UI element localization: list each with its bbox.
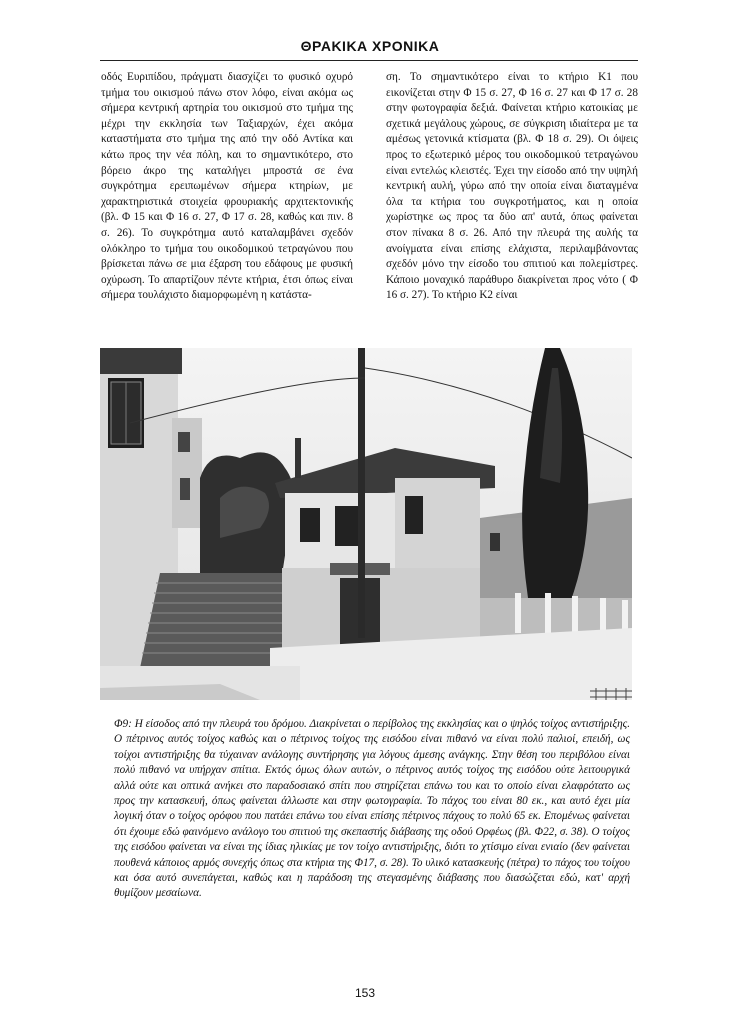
running-header: ΘΡΑΚΙΚΑ ΧΡΟΝΙΚΑ — [300, 38, 440, 54]
text-column-right — [386, 70, 638, 304]
right-column-paragraph: ση. Το σημαντικότερο είναι το κτήριο Κ1 που εικονίζεται στην Φ 15 σ. 27, Φ 16 σ. 27 και Φ 17 σ. 28 στην φωτογραφία δεξιά. Φαίνεται κτήριο κατοικίας με σχετικά μεγάλους χώρους, σε σύγκριση ιδιαίτερα με τα αμέσως γετονικά κτίσματα (βλ. Φ 18 σ. 29). Οι όψεις προς το εξωτερικό μέρος του οικοδομικού τετραγώνου είναι εντελώς κλειστές. Έχει την είσοδο από την υψηλή κεντρική αυλή, γύρω από την οποία είναι διαταγμένα όλα τα κτήρια του συγκροτήματος, και η οποία χωρίστηκε ως προς τα δύο απ' αυτά, όπως φαίνεται στον πίνακα 8 σ. 26. Από την πλευρά της αυλής τα ανοίγματα είναι επίσης ελάχιστα, περιλαμβάνοντας σχεδόν μόνο την είσοδο του σπιτιού και πολεμίστρες. Κάποιο μοναχικό παράθυρο διακρίνεται προς νότο ( Φ 16 σ. 27). Το κτήριο Κ2 είναι — [386, 71, 638, 302]
left-column-paragraph: οδός Ευριπίδου, πράγματι διασχίζει το φυσικό οχυρό τμήμα του οικισμού πάνω στον λόφο, είναι ακόμα ως σήμερα κεντρική αρτηρία του οικισμού στο τμήμα της μέχρι την εκκλησία των Ταξιαρχών, έχει ακόμα καταστήματα στο τμήμα της από την οδό Αντίκα και κάτω προς την νέα πόλη, και το σημαντικότερο, στο βόρειο άκρο της καταλήγει μπροστά σε ένα συγκρότημα ερειπωμένων σήμερα κτηρίων, με χαρακτηριστικά στοιχεία φρουριακής αρχιτεκτονικής (βλ. Φ 15 και Φ 16 σ. 27, Φ 17 σ. 28, καθώς και πιν. 8 σ. 26). Το συγκρότημα αυτό καταλαμβάνει σχεδόν ολόκληρο το τμήμα του οικοδομικού τετραγώνου που βρίσκεται πάνω σε μια έξαρση του εδάφους με φυσική οχύρωση. Το απαρτίζουν πέντε κτήρια, έτσι όπως είναι σήμερα τουλάχιστο διαμορφωμένη η κατάστα- — [101, 71, 353, 302]
header-rule — [100, 60, 638, 61]
page-number: 153 — [354, 986, 376, 1000]
figure-photo — [100, 348, 632, 700]
figure-caption: Φ9: Η είσοδος από την πλευρά του δρόμου. Διακρίνεται ο περίβολος της εκκλησίας και ο ψηλός τοίχος αντιστήριξης. Ο πέτρινος αυτός τοίχος καθώς και ο πέτρινος τοίχος της εισόδου είναι πιθανό να είναι πολύ παλιοί, επειδή, ως τοίχοι αντιστήριξης θα τύχαιναν ανάλογης συντήρησης για λόγους άμεσης ανάγκης. Στην θέση του περιβόλου είναι πολύ πιθανό να υπήρχαν σπίτια. Εκτός όμως όλων αυτών, ο πέτρινος αυτός τοίχος της εισόδου ούτε λειτουργικά αλλά ούτε και οπτικά ανήκει στο παραδοσιακό σπίτι που στηρίζεται επάνω του και το οποίο είναι ελαφρότατο ως προς την κατασκευή, όπως φαίνεται άλλωστε και στην φωτογραφία. Το πάχος του είναι 80 εκ., και αυτό έχει μία λογική όταν ο τοίχος ορόφου που πατάει επάνω του είναι επίσης πέτρινος πάχους το πολύ 65 εκ. Επομένως φαίνεται ότι έχουμε εδώ φαινόμενο ανάλογο του σπιτιού της σκεπαστής διάβασης της οδού Ορφέως (βλ. Φ22, σ. 38). Ο τοίχος της εισόδου φαίνεται να είναι της ίδιας ηλικίας με τον τοίχο αντιστήριξης, διότι το χτίσιμο είναι ενιαίο (δεν φαίνεται πουθενά κάποιος αρμός συνεχής όπως στα κτήρια της Φ17, σ. 28). Το υλικό κατασκευής (πέτρα) το πάχος του τοίχου και όσα αυτό συνεπάγεται, καθώς και η παράδοση της στεγασμένης διάβασης που διασώζεται εδώ, κατ' αρχή θυμίζουν μεσαίωνα. — [114, 718, 630, 900]
text-column-left — [101, 70, 353, 304]
